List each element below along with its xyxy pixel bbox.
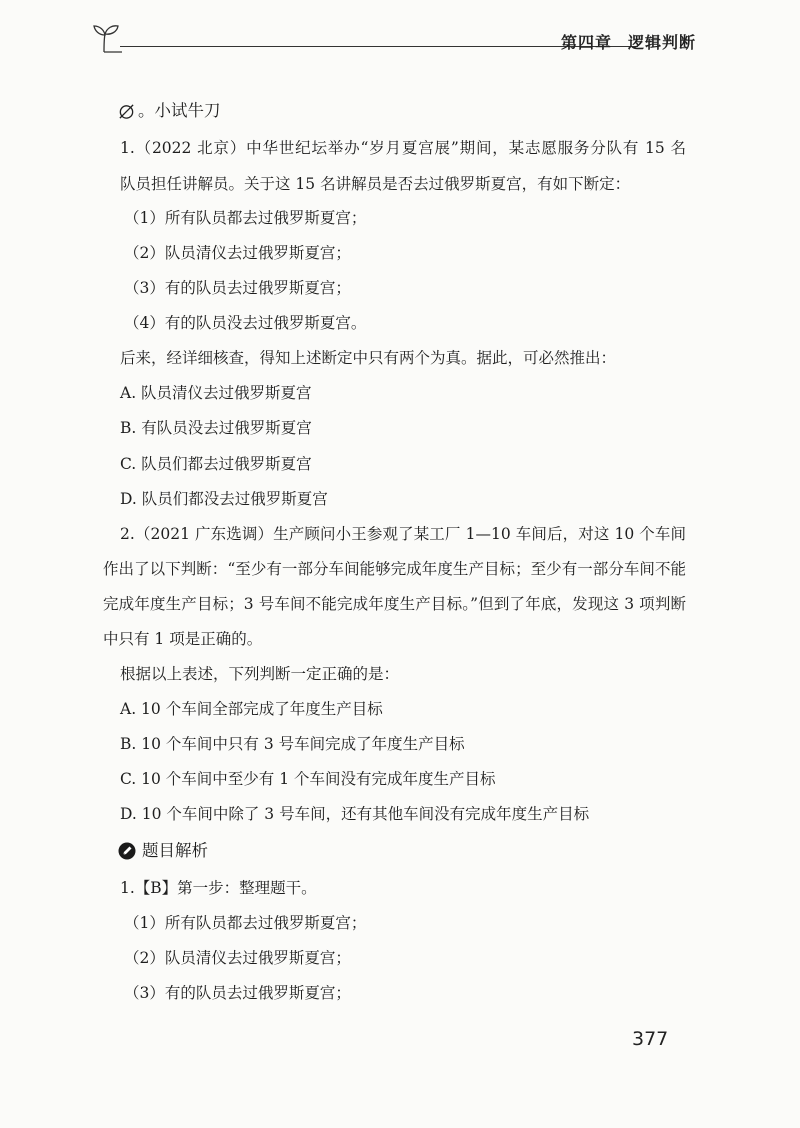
q2-stem-line-4: 中只有 1 项是正确的。 xyxy=(103,630,263,648)
analysis-statement: （3）有的队员去过俄罗斯夏宫； xyxy=(124,984,351,1002)
pencil-circle-icon xyxy=(118,103,135,120)
page-number: 377 xyxy=(632,1028,669,1050)
q1-stem-line-1: 1.（2022 北京）中华世纪坛举办“岁月夏宫展”期间，某志愿服务分队有 15 名 xyxy=(120,139,686,157)
q2-prompt: 根据以上表述，下列判断一定正确的是： xyxy=(120,665,400,683)
q1-statement: （2）队员清仪去过俄罗斯夏宫； xyxy=(124,244,351,262)
q2-stem-line-3: 完成年度生产目标；3 号车间不能完成年度生产目标。”但到了年底，发现这 3 项判断 xyxy=(103,595,686,613)
q2-stem-line-2: 作出了以下判断：“至少有一部分车间能够完成年度生产目标；至少有一部分车间不能 xyxy=(103,560,686,578)
analysis-section-title xyxy=(118,840,208,862)
analysis-title-text: 题目解析 xyxy=(142,841,208,860)
pen-badge-icon xyxy=(118,842,136,860)
q2-option-d: D. 10 个车间中除了 3 号车间，还有其他车间没有完成年度生产目标 xyxy=(120,805,590,823)
analysis-statement: （1）所有队员都去过俄罗斯夏宫； xyxy=(124,914,367,932)
q1-option-c: C. 队员们都去过俄罗斯夏宫 xyxy=(120,455,312,473)
q2-option-b: B. 10 个车间中只有 3 号车间完成了年度生产目标 xyxy=(120,735,465,753)
q1-statement: （1）所有队员都去过俄罗斯夏宫； xyxy=(124,209,367,227)
practice-section-title xyxy=(118,100,221,122)
q1-option-a: A. 队员清仪去过俄罗斯夏宫 xyxy=(120,384,312,402)
analysis-answer-line: 1.【B】第一步：整理题干。 xyxy=(120,879,317,897)
page-header xyxy=(92,18,696,58)
q1-stem-line-2: 队员担任讲解员。关于这 15 名讲解员是否去过俄罗斯夏宫，有如下断定： xyxy=(120,175,631,193)
analysis-statement: （2）队员清仪去过俄罗斯夏宫； xyxy=(124,949,351,967)
practice-title-text: 。小试牛刀 xyxy=(138,101,221,120)
chapter-number: 第四章 xyxy=(560,33,612,52)
chapter-title: 逻辑判断 xyxy=(627,33,696,52)
q1-statement: （3）有的队员去过俄罗斯夏宫； xyxy=(124,279,351,297)
sprout-icon xyxy=(92,22,126,54)
q2-option-c: C. 10 个车间中至少有 1 个车间没有完成年度生产目标 xyxy=(120,770,496,788)
q2-stem-line-1: 2.（2021 广东选调）生产顾问小王参观了某工厂 1—10 车间后，对这 10 个车间 xyxy=(120,525,686,543)
q1-prompt: 后来，经详细核查，得知上述断定中只有两个为真。据此，可必然推出： xyxy=(120,349,617,367)
q1-statement: （4）有的队员没去过俄罗斯夏宫。 xyxy=(124,314,367,332)
q1-option-b: B. 有队员没去过俄罗斯夏宫 xyxy=(120,419,312,437)
chapter-heading xyxy=(561,30,696,53)
q2-option-a: A. 10 个车间全部完成了年度生产目标 xyxy=(120,700,383,718)
q1-option-d: D. 队员们都没去过俄罗斯夏宫 xyxy=(120,490,328,508)
